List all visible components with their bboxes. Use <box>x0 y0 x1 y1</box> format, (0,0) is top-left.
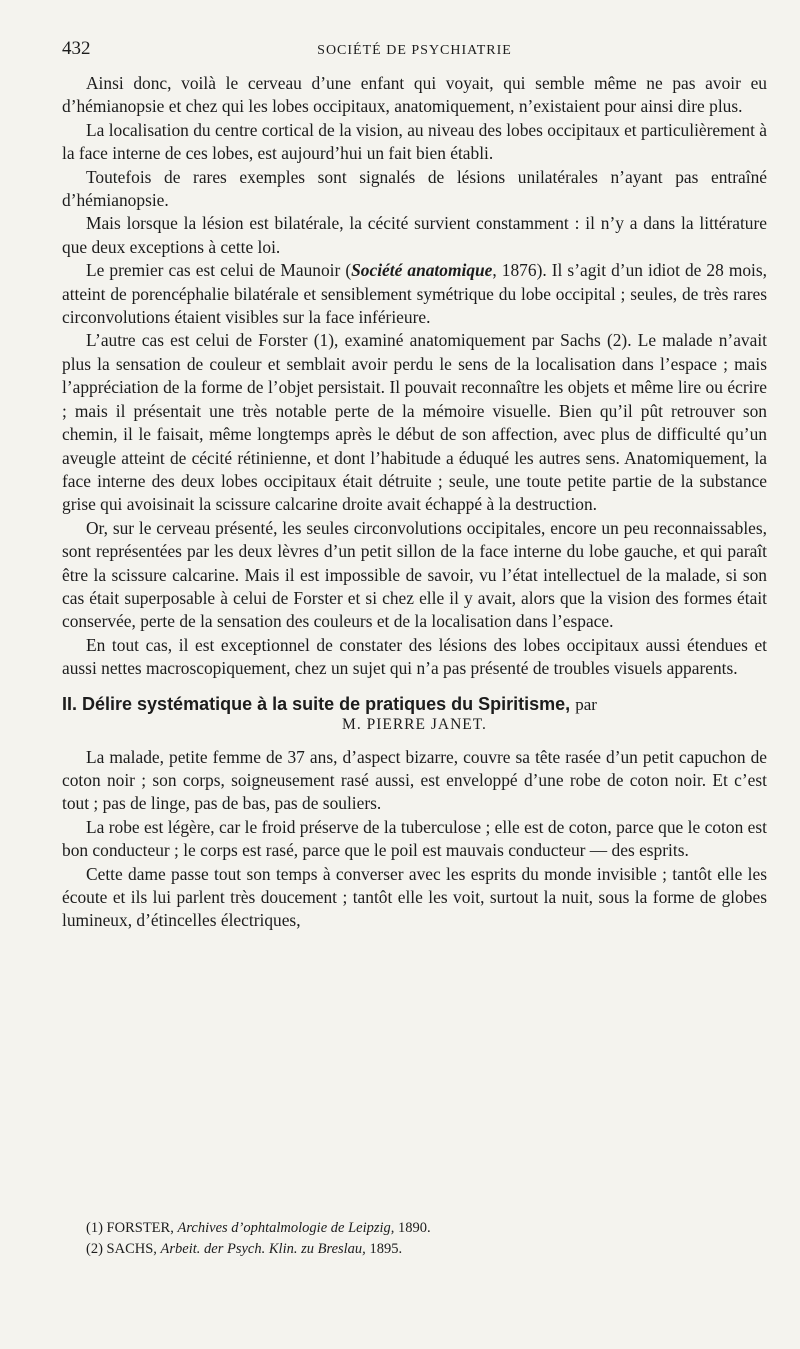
paragraph: Cette dame passe tout son temps à converser avec les esprits du monde invisible ; tantôt elle les écoute et ils lui parlent très doucement ; tantôt elle les voit, surtout la nuit, sous la forme de globes lumineux, d’étincelles électriques, <box>62 863 767 931</box>
footnote-author: SACHS, <box>106 1241 157 1257</box>
footnote-source: Archives d’ophtalmologie de Leipzig, <box>177 1220 395 1236</box>
footnote-source: Arbeit. der Psych. Klin. zu Breslau, <box>160 1241 366 1257</box>
section-par: par <box>575 694 597 714</box>
text: Le premier cas est celui de Maunoir ( <box>86 260 352 281</box>
section-title <box>62 693 767 716</box>
paragraph: Ainsi donc, voilà le cerveau d’une enfant qui voyait, qui semble même ne pas avoir eu d’hémianopsie et chez qui les lobes occipitaux, anatomiquement, n’existaient pour ainsi dire plus. <box>62 73 767 117</box>
text: , 1876). Il s’agit d’un idiot de 28 mois, atteint de porencéphalie bilatérale et sensiblement symétrique du lobe occipital ; seules, de très rares circonvolutions étaient visibles sur la face inférieure. <box>62 260 768 328</box>
footnote-number: (2) <box>86 1241 103 1257</box>
page <box>62 38 767 933</box>
paragraph: Mais lorsque la lésion est bilatérale, la cécité survient constamment : il n’y a dans la littérature que deux exceptions à cette loi. <box>62 213 767 257</box>
paragraph: Or, sur le cerveau présenté, les seules circonvolutions occipitales, encore un peu reconnaissables, sont représentées par les deux lèvres d’un petit sillon de la face interne du lobe gauche, et qui paraît être la scissure calcarine. Mais il est impossible de savoir, vu l’état intellectuel de la malade, si son cas était superposable à celui de Forster et si chez elle il y avait, alors que la vision des formes était conservée, perte de la sensation des couleurs et de la localisation dans l’espace. <box>62 517 767 632</box>
running-title: SOCIÉTÉ DE PSYCHIATRIE <box>317 43 512 58</box>
paragraph: Toutefois de rares exemples sont signalés de lésions unilatérales n’ayant pas entraîné d’hémianopsie. <box>62 166 767 211</box>
section-heading: II. Délire systématique à la suite de pratiques du Spiritisme, <box>62 693 571 714</box>
footnote-year: 1890. <box>398 1220 431 1236</box>
footnote <box>86 1218 766 1239</box>
paragraph: L’autre cas est celui de Forster (1), examiné anatomiquement par Sachs (2). Le malade n’avait plus la sensation de couleur et semblait avoir perdu le sens de la localisation dans l’espace ; mais l’appréciation de la forme de l’objet persistait. Il pouvait reconnaître les objets et même lire ou écrire ; mais il présentait une très notable perte de la mémoire visuelle. Bien qu’il pût retrouver son chemin, il le faisait, même longtemps après le début de son affection, avec plus de difficulté qu’un aveugle atteint de cécité rétinienne, et dont l’habitude a éduqué les autres sens. Anatomiquement, la face interne des deux lobes occipitaux était détruite ; seule, une toute petite partie de la substance grise qui avoisinait la scissure calcarine droite avait échappé à la destruction. <box>62 330 767 515</box>
paragraph: En tout cas, il est exceptionnel de constater des lésions des lobes occipitaux aussi étendues et aussi nettes macroscopiquement, chez un sujet qui n’a pas présenté de troubles visuels apparents. <box>62 634 767 679</box>
footnote-year: 1895. <box>369 1241 403 1257</box>
italic-citation: Société anatomique <box>351 260 493 281</box>
footnotes <box>86 1218 766 1260</box>
page-number: 432 <box>62 38 91 59</box>
paragraph-maunoir <box>62 259 767 329</box>
footnote-author: FORSTER, <box>106 1220 174 1236</box>
footnote-number: (1) <box>86 1220 103 1236</box>
section-author: M. PIERRE JANET. <box>342 715 487 733</box>
paragraph: La malade, petite femme de 37 ans, d’aspect bizarre, couvre sa tête rasée d’un petit capuchon de coton noir ; son corps, soigneusement rasé aussi, est enveloppé d’une robe de coton noir. Et c’est tout ; pas de linge, pas de bas, pas de souliers. <box>62 746 767 814</box>
paragraph: La robe est légère, car le froid préserve de la tuberculose ; elle est de coton, parce que le coton est bon conducteur ; le corps est rasé, parce que le poil est mauvais conducteur — des esprits. <box>62 816 767 861</box>
paragraph: La localisation du centre cortical de la vision, au niveau des lobes occipitaux et particulièrement à la face interne de ces lobes, est aujourd’hui un fait bien établi. <box>62 119 767 164</box>
page-header <box>62 38 767 72</box>
footnote <box>86 1239 766 1260</box>
